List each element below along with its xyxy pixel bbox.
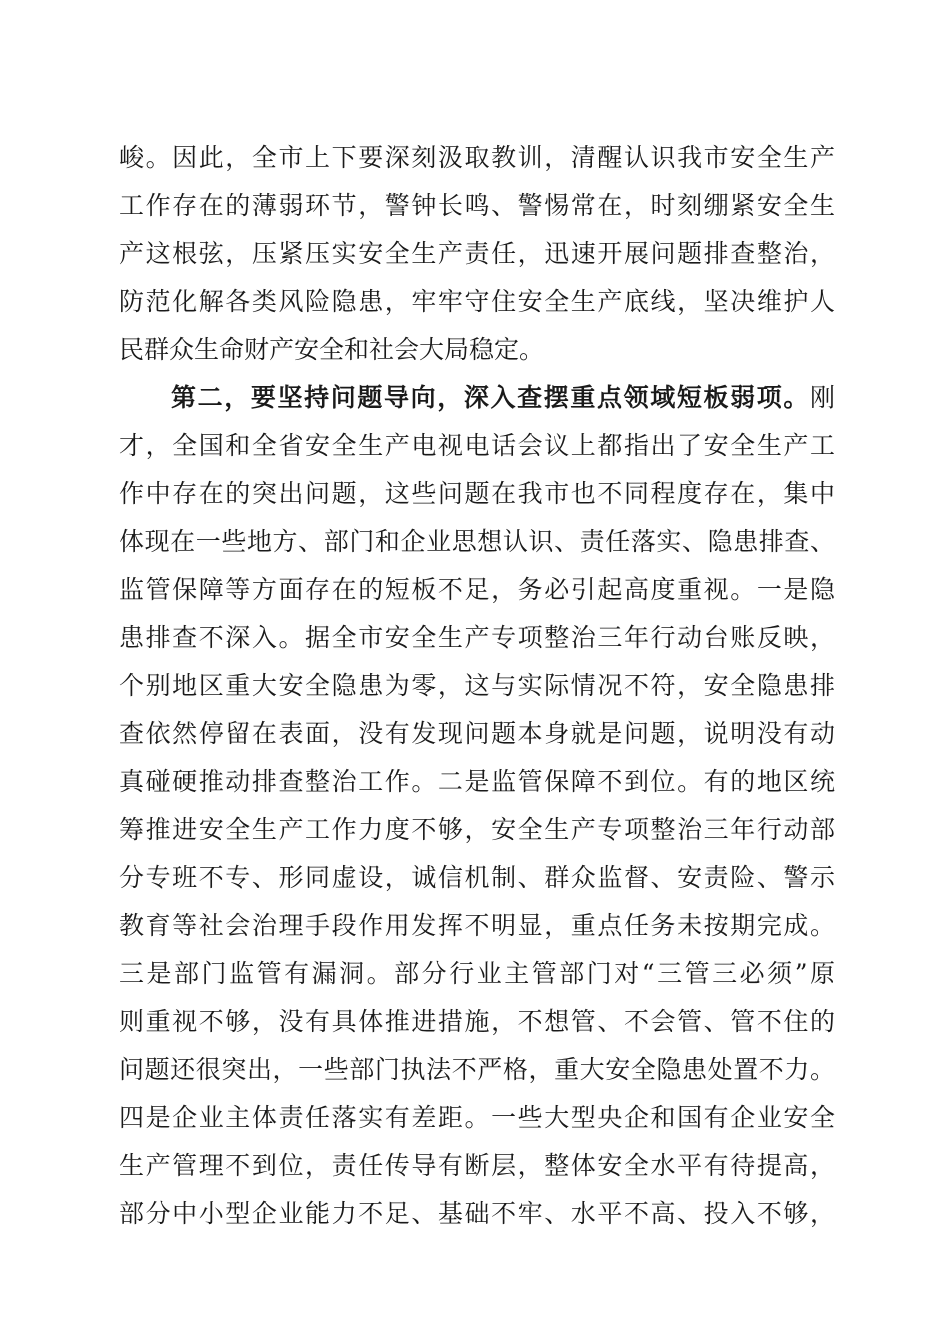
paragraph-2-line-4: 体现在一些地方、部门和企业思想认识、责任落实、隐患排查、 bbox=[119, 527, 835, 556]
paragraph-2-line-6: 患排查不深入。据全市安全生产专项整治三年行动台账反映， bbox=[119, 623, 835, 652]
paragraph-1-line-3: 产这根弦，压紧压实安全生产责任，迅速开展问题排查整治， bbox=[119, 239, 835, 268]
paragraph-2-line-3: 作中存在的突出问题，这些问题在我市也不同程度存在，集中 bbox=[119, 479, 835, 508]
paragraph-2-line-18: 部分中小型企业能力不足、基础不牢、水平不高、投入不够， bbox=[119, 1199, 835, 1228]
paragraph-2-line-9: 真碰硬推动排查整治工作。二是监管保障不到位。有的地区统 bbox=[119, 767, 835, 796]
paragraph-2-line-10: 筹推进安全生产工作力度不够，安全生产专项整治三年行动部 bbox=[119, 815, 835, 844]
paragraph-2-line-11: 分专班不专、形同虚设，诚信机制、群众监督、安责险、警示 bbox=[119, 863, 835, 892]
paragraph-1-line-1: 峻。因此，全市上下要深刻汲取教训，清醒认识我市安全生产 bbox=[119, 143, 835, 172]
paragraph-2-line-14: 则重视不够，没有具体推进措施，不想管、不会管、管不住的 bbox=[119, 1007, 835, 1036]
paragraph-2-line-7: 个别地区重大安全隐患为零，这与实际情况不符，安全隐患排 bbox=[119, 671, 835, 700]
paragraph-1-line-2: 工作存在的薄弱环节，警钟长鸣、警惕常在，时刻绷紧安全生 bbox=[119, 191, 835, 220]
paragraph-2-line-17: 生产管理不到位，责任传导有断层，整体安全水平有待提高， bbox=[119, 1151, 835, 1180]
paragraph-2-line-5: 监管保障等方面存在的短板不足，务必引起高度重视。一是隐 bbox=[119, 575, 835, 604]
paragraph-2-line-12: 教育等社会治理手段作用发挥不明显，重点任务未按期完成。 bbox=[119, 911, 835, 940]
paragraph-2-heading-rest: 刚 bbox=[809, 383, 835, 412]
paragraph-2-line-13: 三是部门监管有漏洞。部分行业主管部门对“三管三必须”原 bbox=[119, 959, 835, 988]
paragraph-2-line-8: 查依然停留在表面，没有发现问题本身就是问题，说明没有动 bbox=[119, 719, 835, 748]
paragraph-1-line-5: 民群众生命财产安全和社会大局稳定。 bbox=[119, 335, 545, 364]
paragraph-1-line-4: 防范化解各类风险隐患，牢牢守住安全生产底线，坚决维护人 bbox=[119, 287, 835, 316]
paragraph-2-line-16: 四是企业主体责任落实有差距。一些大型央企和国有企业安全 bbox=[119, 1103, 835, 1132]
paragraph-2-line-15: 问题还很突出，一些部门执法不严格，重大安全隐患处置不力。 bbox=[119, 1055, 835, 1084]
paragraph-2-heading: 第二，要坚持问题导向，深入查摆重点领域短板弱项。 bbox=[171, 383, 810, 412]
paragraph-2-line-1 bbox=[171, 378, 835, 418]
paragraph-2-line-2: 才，全国和全省安全生产电视电话会议上都指出了安全生产工 bbox=[119, 431, 835, 460]
